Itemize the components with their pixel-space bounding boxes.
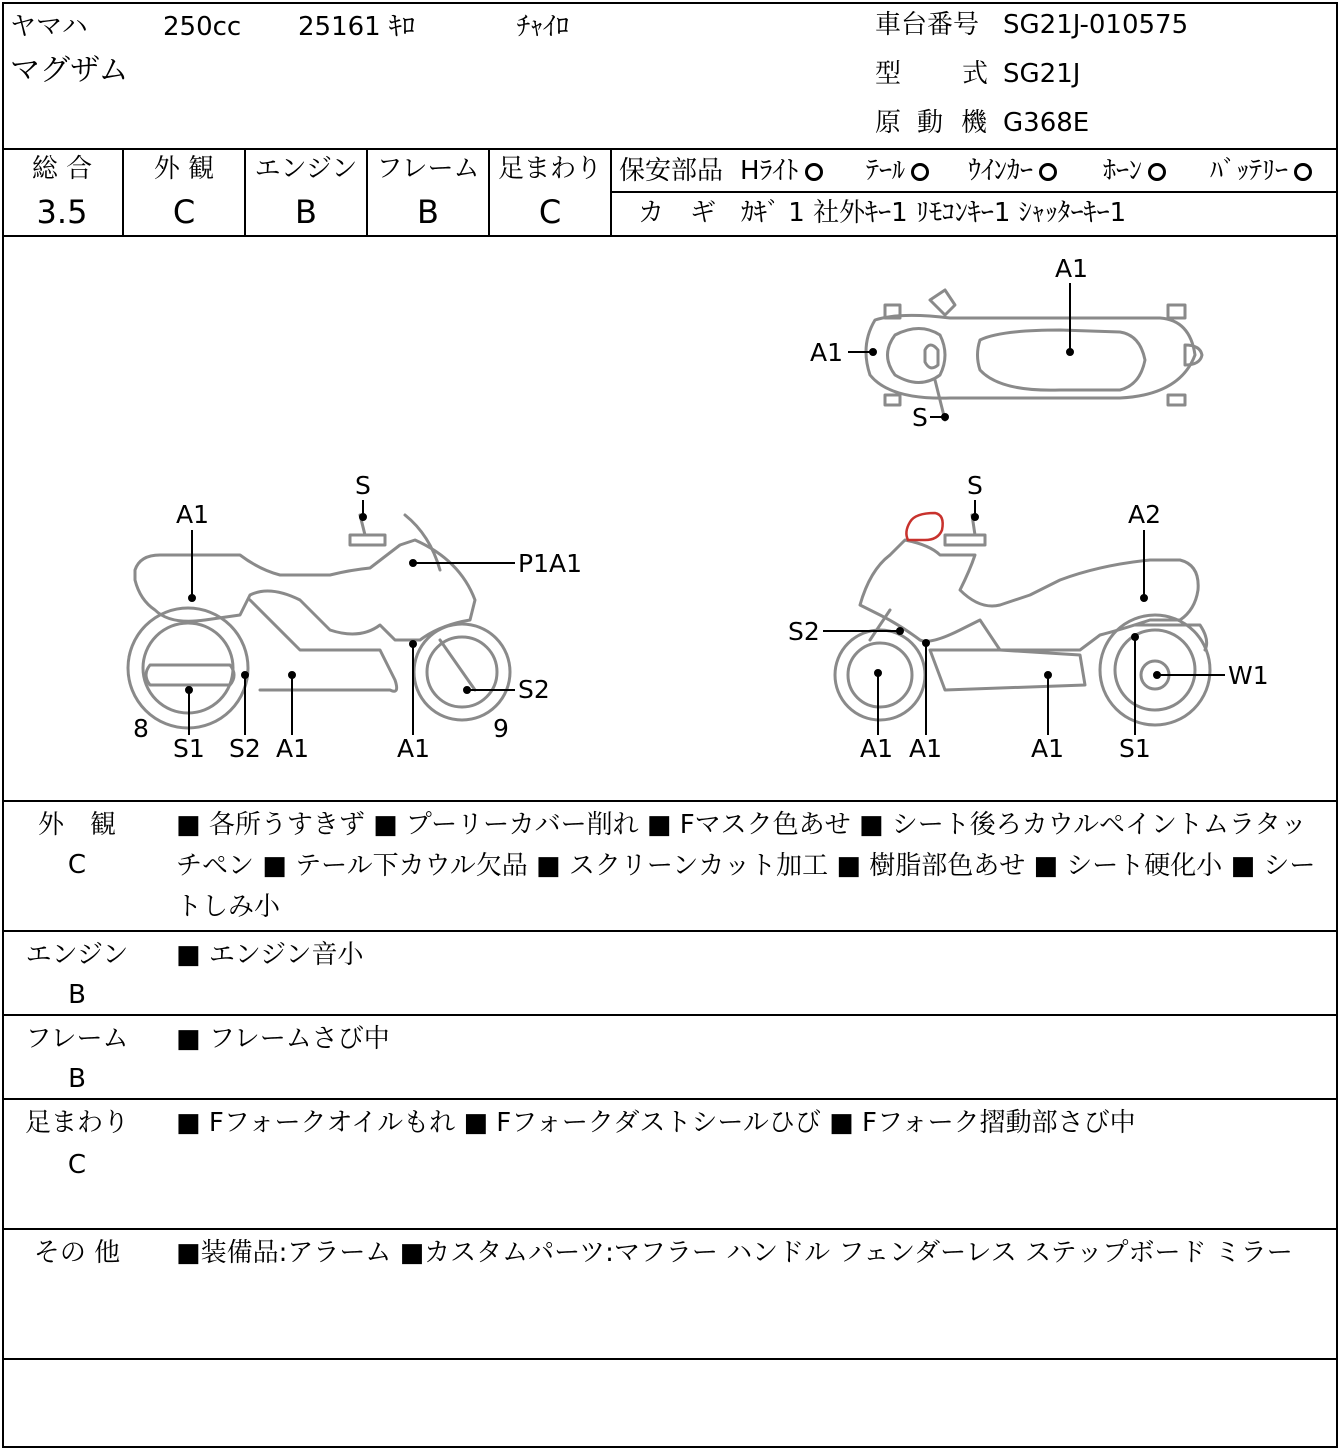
diagram-label: A2 — [1128, 500, 1162, 529]
safety-label: 保安部品 — [619, 156, 724, 186]
engine-label-2: 動 — [917, 108, 944, 138]
diagram-label: S — [967, 471, 983, 500]
repaint-mark-icon — [906, 513, 942, 540]
safety-item-label: ﾊﾞｯﾃﾘｰ — [1210, 156, 1289, 186]
type-label-2: 式 — [962, 59, 989, 89]
notes-frame-text: ■ フレームさび中 — [176, 1024, 390, 1054]
exterior-score: C — [172, 193, 196, 231]
suspension-score: C — [538, 193, 562, 231]
body-color: ﾁｬｲﾛ — [517, 12, 570, 42]
notes-other-label: その 他 — [33, 1238, 121, 1268]
engine-label-3: 機 — [961, 108, 988, 138]
frame-score: B — [417, 193, 439, 231]
notes-other-text: ■装備品:アラーム ■カスタムパーツ:マフラー ハンドル フェンダーレス ステップボード ミラー — [176, 1238, 1293, 1268]
diagram-label: S — [912, 403, 928, 432]
notes-exterior-grade: C — [67, 850, 87, 880]
notes-engine-text: ■ エンジン音小 — [176, 940, 364, 970]
notes-exterior-text: ■ 各所うすきず ■ プーリーカバー削れ ■ Fマスク色あせ ■ シート後ろカウルペイントムラタッチペン ■ テール下カウル欠品 ■ スクリーンカット加工 ■ 樹脂部色あせ ■ シート硬化小 ■ シートしみ小 — [176, 810, 1316, 922]
overall-label: 総 合 — [31, 154, 93, 184]
diagram-label: S2 — [518, 675, 550, 704]
notes-exterior-label: 外 観 — [37, 810, 116, 840]
displacement: 250cc — [163, 12, 242, 42]
safety-item-label: ｳｲﾝｶｰ — [968, 156, 1034, 186]
safety-item-label: Hﾗｲﾄ — [740, 156, 799, 186]
engine-label-1: 原 — [875, 108, 902, 138]
notes-engine-grade: B — [68, 980, 86, 1010]
diagram-label: A1 — [397, 734, 431, 763]
exterior-label: 外 観 — [153, 154, 215, 184]
diagram-label: A1 — [1031, 734, 1065, 763]
diagram-label: A1 — [860, 734, 894, 763]
model-name: マグザム — [10, 53, 129, 88]
notes-suspension-text: ■ Fフォークオイルもれ ■ Fフォークダストシールひび ■ Fフォーク摺動部さび中 — [176, 1108, 1136, 1138]
diagram-label: 9 — [493, 714, 509, 743]
right-side-scooter — [835, 515, 1210, 725]
frame-number-label: 車台番号 — [875, 10, 980, 40]
diagram-label: A1 — [810, 338, 844, 367]
keys-label: カ ギ — [638, 198, 717, 228]
notes-engine-label: エンジン — [25, 940, 129, 970]
suspension-label: 足まわり — [497, 154, 602, 184]
engine-label: エンジン — [254, 154, 358, 184]
diagram-label: 8 — [133, 714, 149, 743]
maker: ヤマハ — [10, 12, 88, 42]
overall-score: 3.5 — [36, 193, 88, 231]
diagram-label: A1 — [176, 500, 210, 529]
mileage: 25161 ｷﾛ — [298, 12, 415, 42]
type-label-1: 型 — [875, 59, 902, 89]
engine-score: B — [295, 193, 317, 231]
notes-suspension-grade: C — [67, 1150, 87, 1180]
diagram-label: S2 — [788, 617, 820, 646]
type-value: SG21J — [1003, 59, 1081, 89]
top-view-scooter — [866, 290, 1202, 420]
diagram-label: A1 — [1055, 254, 1089, 283]
left-side-scooter — [128, 515, 510, 728]
diagram-label: S1 — [173, 734, 205, 763]
notes-suspension-label: 足まわり — [24, 1108, 129, 1138]
diagram-label: S — [355, 471, 371, 500]
diagram-label: P1A1 — [518, 549, 582, 578]
engine-value: G368E — [1003, 108, 1090, 138]
notes-frame-grade: B — [68, 1064, 86, 1094]
diagram-label: A1 — [909, 734, 943, 763]
diagram-label: S1 — [1119, 734, 1151, 763]
safety-item-label: ﾃｰﾙ — [866, 156, 906, 186]
notes-frame-label: フレーム — [25, 1024, 129, 1054]
frame-number: SG21J-010575 — [1003, 10, 1189, 40]
diagram-label: W1 — [1228, 661, 1269, 690]
keys-value: ｶｷﾞ 1 社外ｷｰ1 ﾘﾓｺﾝｷｰ1 ｼｬｯﾀｰｷｰ1 — [741, 198, 1127, 228]
safety-item-label: ﾎｰﾝ — [1103, 156, 1143, 186]
frame-label: フレーム — [376, 154, 480, 184]
diagram-label: S2 — [229, 734, 261, 763]
diagram-label: A1 — [276, 734, 310, 763]
